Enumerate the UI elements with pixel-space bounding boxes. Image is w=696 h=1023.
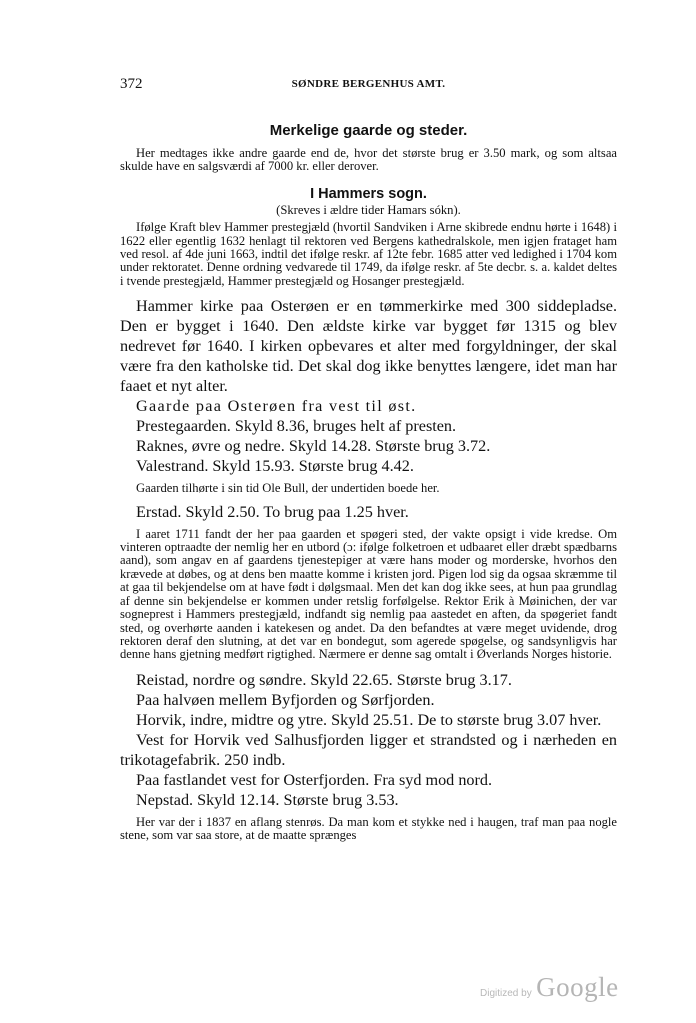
page-body	[120, 118, 617, 843]
parish-subtitle: (Skreves i ældre tider Hamars sókn).	[276, 202, 461, 217]
farm-erstad: Erstad. Skyld 2.50. To brug paa 1.25 hver.	[136, 502, 409, 521]
farm-valestrand: Valestrand. Skyld 15.93. Største brug 4.42.	[136, 457, 414, 476]
farm-reistad: Reistad, nordre og søndre. Skyld 22.65. Største brug 3.17.	[136, 670, 512, 689]
nepstad-note: Her var der i 1837 en aflang stenrøs. Da man kom et stykke ned i haugen, traf man paa nogle stene, som var saa store, at de maatte sprænges	[120, 814, 617, 843]
farm-nepstad: Nepstad. Skyld 12.14. Største brug 3.53.	[136, 790, 399, 809]
watermark-prefix: Digitized by	[480, 988, 532, 999]
page-number: 372	[120, 76, 143, 92]
running-head: SØNDRE BERGENHUS AMT.	[291, 78, 446, 90]
valestrand-note: Gaarden tilhørte i sin tid Ole Bull, der undertiden boede her.	[136, 481, 440, 496]
farm-horvik: Horvik, indre, midtre og ytre. Skyld 25.51. De to største brug 3.07 hver.	[136, 710, 602, 729]
section-intro: Her medtages ikke andre gaarde end de, hvor det største brug er 3.50 mark, og som altsaa skulde have en salgsværdi af 7000 kr. eller derover.	[120, 146, 617, 174]
salhus-note: Vest for Horvik ved Salhusfjorden ligger et strandsted og i nærheden en trikotagefabrik. 250 indb.	[120, 730, 617, 769]
parish-title: I Hammers sogn.	[310, 185, 427, 202]
farm-raknes: Raknes, øvre og nedre. Skyld 14.28. Største brug 3.72.	[136, 437, 491, 456]
region-heading-osteroen: Gaarde paa Osterøen fra vest til øst.	[136, 397, 417, 416]
farm-prestegaarden: Prestegaarden. Skyld 8.36, bruges helt af presten.	[136, 417, 457, 436]
church-description: Hammer kirke paa Osterøen er en tømmerkirke med 300 siddepladse. Den er bygget i 1640. Den ældste kirke var bygget før 1315 og blev nedrevet før 1640. I kirken opbevares et alter med forgyldninger, der skal være fra den katholske tid. Det skal dog ikke benyttes længere, idet man har faaet et nyt alter.	[120, 297, 617, 396]
section-title: Merkelige gaarde og steder.	[269, 122, 468, 139]
erstad-story: I aaret 1711 fandt der her paa gaarden et spøgeri sted, der vakte opsigt i vide kredse. Om vinteren optraadte der nemlig her en utbord (ɔ: ifølge folketroen et udbaaret eller dræbt spædbarns aand), som angav en af gaardens tjenestepiger at være hans moder og morderske, hvorhos den krævede at døbes, og at dens ben maatte komme i kristen jord. Pigen lod sig da ogsaa skræmme til at gaa til bekjendelse om at have født i dølgsmaal. Men det kan dog ikke sees, at hun paa grundlag af denne sin bekjendelse er kommen under retslig forfølgelse. Rektor Erik à Møinichen, der var sogneprest i Hammers prestegjæld, indfandt sig nemlig paa aastedet en aften, da spøgeriet fandt sted, og overhørte aanden i katekesen og andet. Da den befandtes at være meget uvidende, drog rektoren deraf den slutning, at det var en bondegut, som agerede spøgelse, og sandsynligvis har denne hans gjetning medført rigtighed. Nærmere er denne sag omtalt i Øverlands Norges historie.	[120, 526, 617, 662]
region-heading-fastlandet: Paa fastlandet vest for Osterfjorden. Fra syd mod nord.	[136, 770, 493, 789]
region-heading-halvoen: Paa halvøen mellem Byfjorden og Sørfjorden.	[136, 690, 435, 709]
parish-history: Ifølge Kraft blev Hammer prestegjæld (hvortil Sandviken i Arne skibrede endnu hørte i 1648) i 1622 eller egentlig 1632 henlagt til rektoren ved Bergens kathedralskole, men igjen frataget ham ved resol. af 4de juni 1663, indtil det ifølge reskr. af 12te febr. 1685 atter ved ledighed i 1704 kom under rektoratet. Denne ordning vedvarede til 1749, da ifølge reskr. af 5te decbr. s. a. kaldet deltes i tvende prestegjæld, Hammer prestegjæld og Hosanger prestegjæld.	[120, 220, 617, 288]
google-logo: Google	[536, 972, 619, 1002]
digitized-watermark	[480, 972, 619, 1003]
page-header	[120, 76, 617, 98]
